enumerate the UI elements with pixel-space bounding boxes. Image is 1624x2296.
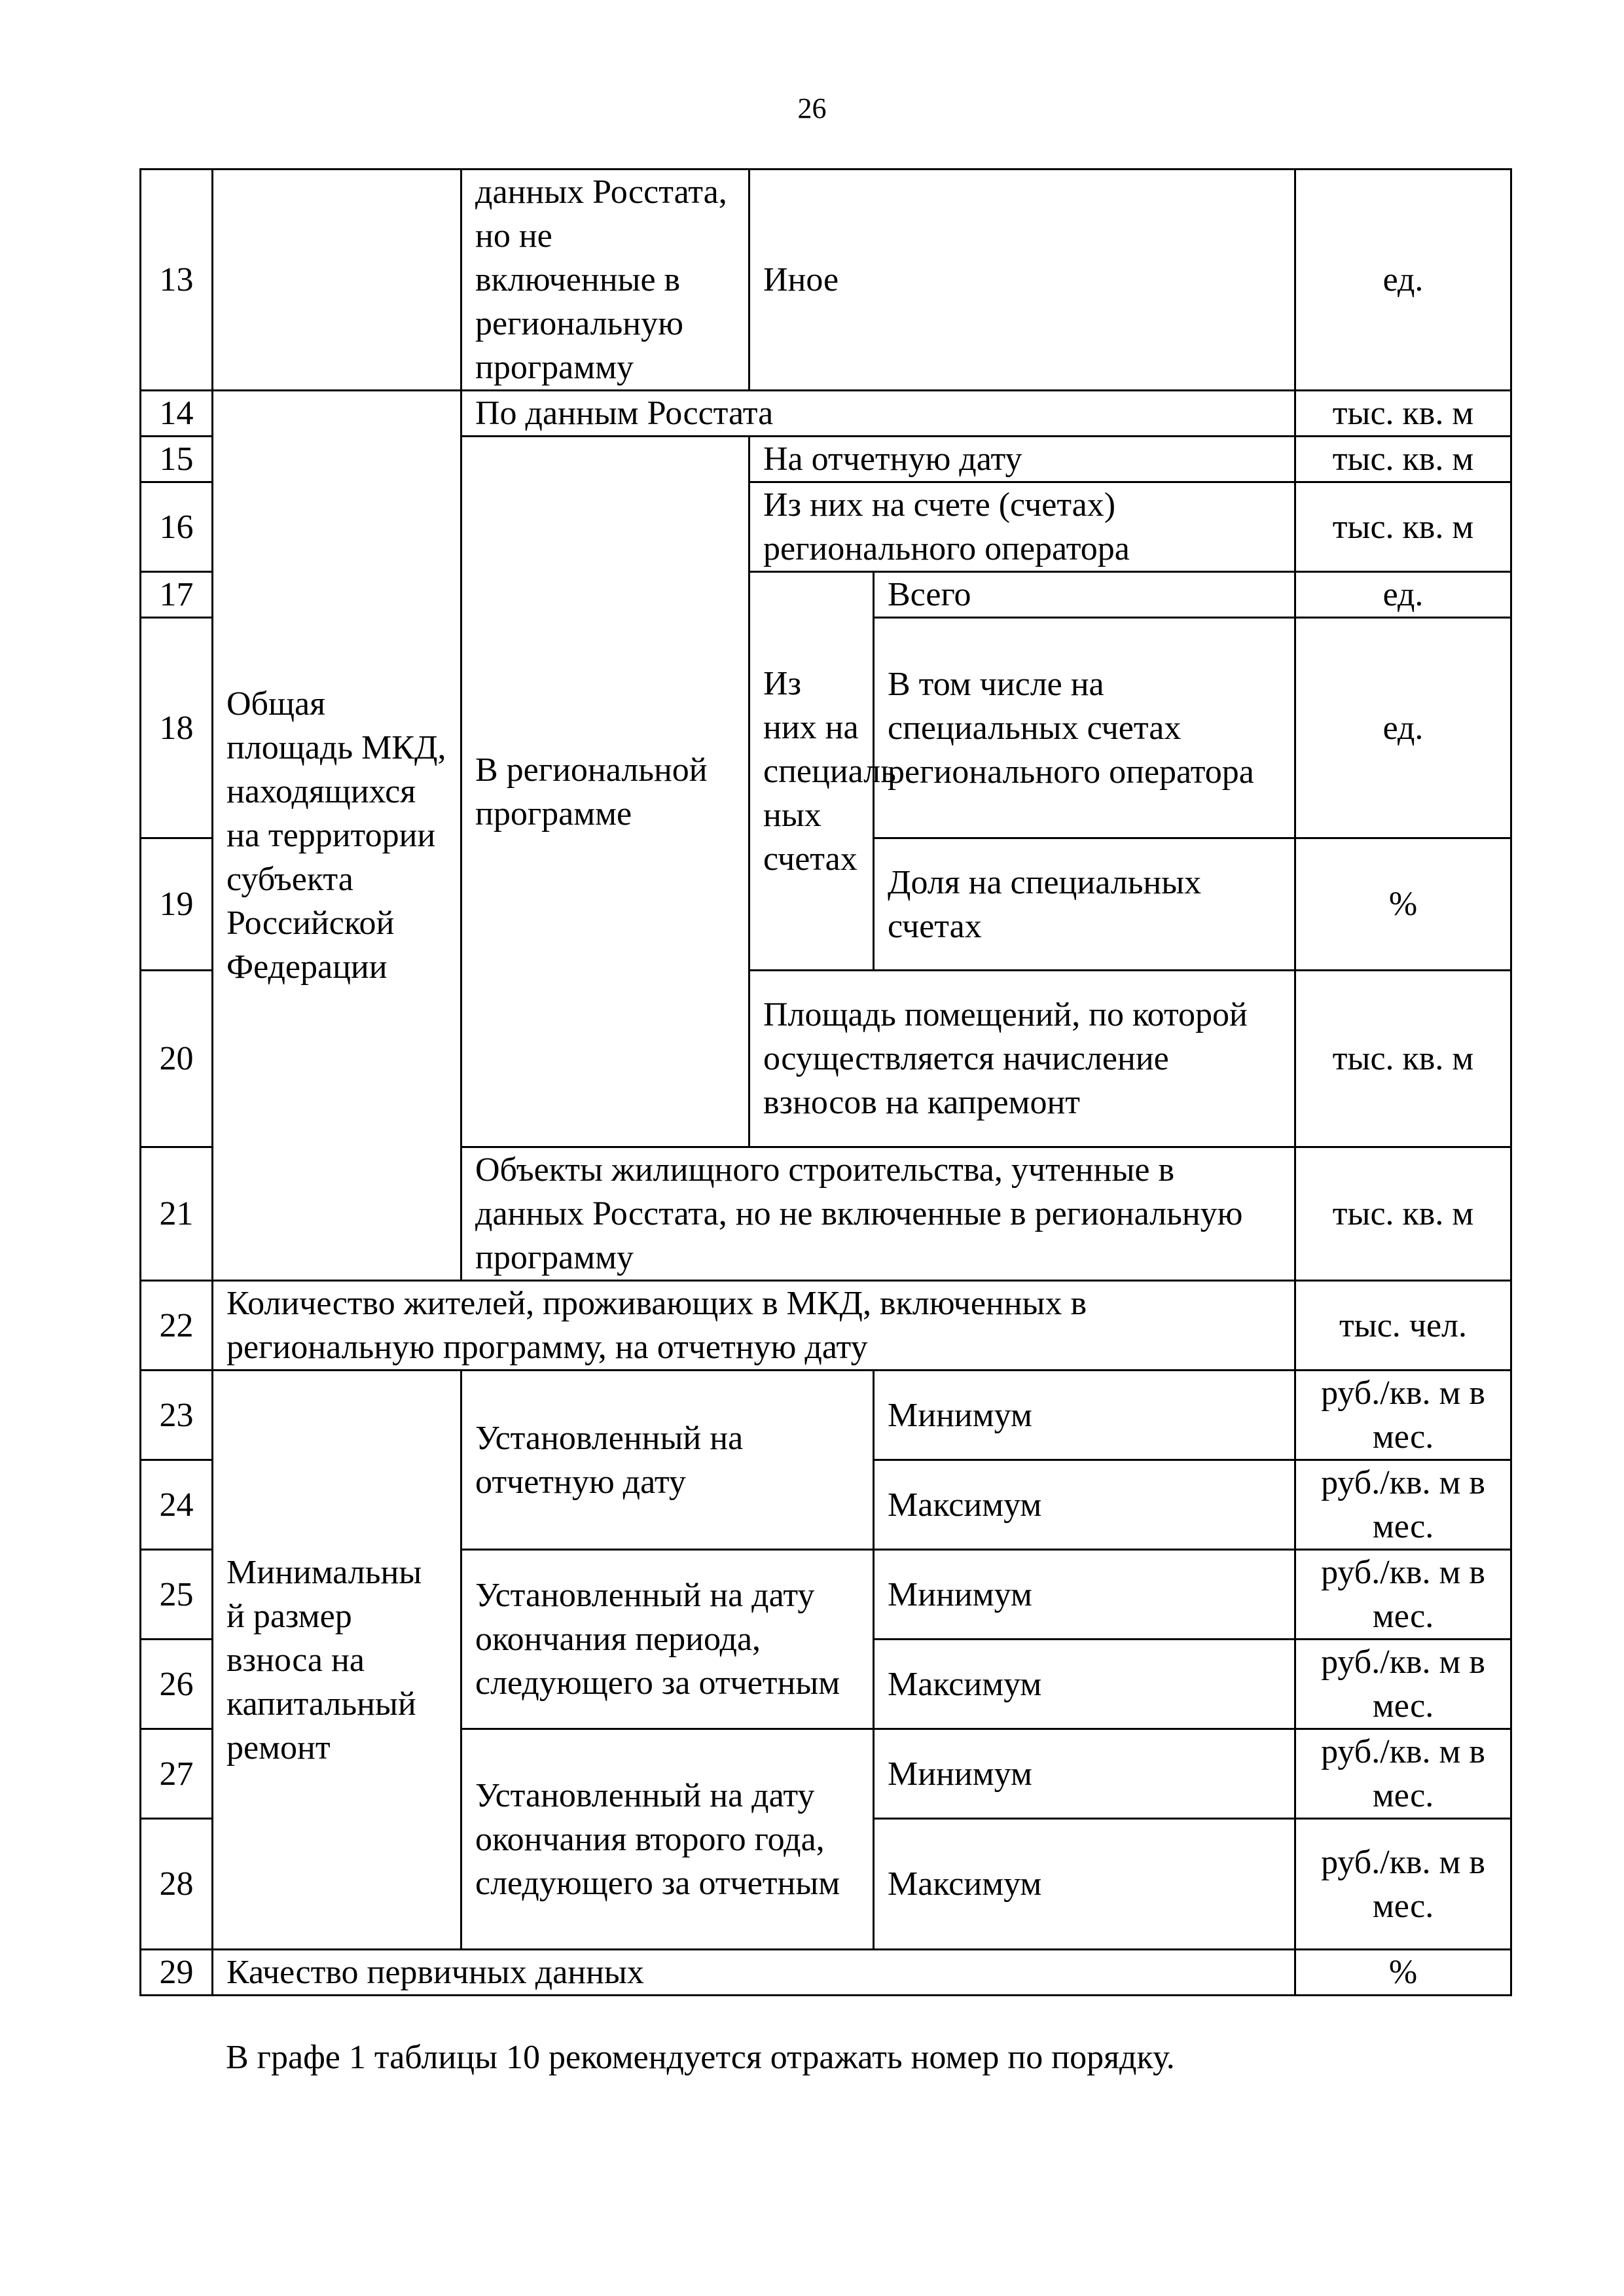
row-number: 16 (141, 482, 213, 572)
row-text: Количество жителей, проживающих в МКД, включенных в региональную программу, на отчетную дату (213, 1281, 1295, 1371)
row-text: Качество первичных данных (213, 1950, 1295, 1996)
row-text: данных Росстата, но не включенные в региональную программу (461, 170, 749, 391)
row-unit: тыс. кв. м (1295, 391, 1511, 437)
row-number: 15 (141, 437, 213, 482)
row-text: Максимум (874, 1819, 1295, 1950)
row-number: 24 (141, 1460, 213, 1550)
row-number: 26 (141, 1640, 213, 1729)
row-text: Площадь помещений, по которой осуществляется начисление взносов на капремонт (749, 971, 1295, 1147)
table-row (141, 1281, 1511, 1371)
row-text: Доля на специальных счетах (874, 838, 1295, 971)
table-row (141, 170, 1511, 391)
row-unit: руб./кв. м в мес. (1295, 1550, 1511, 1640)
group-total-area: Общая площадь МКД, находящихся на территории субъекта Российской Федерации (213, 391, 461, 1281)
row-text: Максимум (874, 1640, 1295, 1729)
row-number: 20 (141, 971, 213, 1147)
row-unit: % (1295, 838, 1511, 971)
row-number: 21 (141, 1147, 213, 1281)
group-in-regional-program: В региональной программе (461, 437, 749, 1147)
footnote: В графе 1 таблицы 10 рекомендуется отражать номер по порядку. (226, 2039, 1175, 2076)
row-number: 19 (141, 838, 213, 971)
row-unit: тыс. чел. (1295, 1281, 1511, 1371)
table-row (141, 1950, 1511, 1996)
indicators-table (139, 168, 1512, 1996)
row-text: На отчетную дату (749, 437, 1295, 482)
row-text: Всего (874, 572, 1295, 618)
row-unit: тыс. кв. м (1295, 437, 1511, 482)
row-text: Минимум (874, 1729, 1295, 1819)
row-number: 18 (141, 618, 213, 838)
row-text: Из них на счете (счетах) регионального оператора (749, 482, 1295, 572)
group-set-end-next-period: Установленный на дату окончания периода, следующего за отчетным (461, 1550, 874, 1729)
row-unit: тыс. кв. м (1295, 971, 1511, 1147)
row-unit: руб./кв. м в мес. (1295, 1460, 1511, 1550)
row-text: Объекты жилищного строительства, учтенные в данных Росстата, но не включенные в региональную программу (461, 1147, 1295, 1281)
row-text: По данным Росстата (461, 391, 1295, 437)
page-number: 26 (797, 92, 827, 124)
group-min-contribution: Минимальны й размер взноса на капитальный ремонт (213, 1371, 461, 1950)
row-number: 22 (141, 1281, 213, 1371)
row-number: 28 (141, 1819, 213, 1950)
group-set-reporting-date: Установленный на отчетную дату (461, 1371, 874, 1550)
row-subtext: Иное (749, 170, 1295, 391)
row-number: 14 (141, 391, 213, 437)
row-number: 29 (141, 1950, 213, 1996)
row-number: 17 (141, 572, 213, 618)
row-number: 27 (141, 1729, 213, 1819)
row-number: 25 (141, 1550, 213, 1640)
row-unit: ед. (1295, 170, 1511, 391)
row-text: Минимум (874, 1550, 1295, 1640)
row-number: 13 (141, 170, 213, 391)
row-unit: ед. (1295, 618, 1511, 838)
row-unit: руб./кв. м в мес. (1295, 1640, 1511, 1729)
row-unit: руб./кв. м в мес. (1295, 1371, 1511, 1460)
row-unit: ед. (1295, 572, 1511, 618)
empty-cell (213, 170, 461, 391)
table-row (141, 391, 1511, 437)
row-text: В том числе на специальных счетах регионального оператора (874, 618, 1295, 838)
row-text: Минимум (874, 1371, 1295, 1460)
group-set-end-second-year: Установленный на дату окончания второго года, следующего за отчетным (461, 1729, 874, 1950)
row-number: 23 (141, 1371, 213, 1460)
row-text: Максимум (874, 1460, 1295, 1550)
row-unit: тыс. кв. м (1295, 1147, 1511, 1281)
row-unit: руб./кв. м в мес. (1295, 1819, 1511, 1950)
row-unit: % (1295, 1950, 1511, 1996)
table-row (141, 1371, 1511, 1460)
row-unit: руб./кв. м в мес. (1295, 1729, 1511, 1819)
row-unit: тыс. кв. м (1295, 482, 1511, 572)
group-special-accounts: Из них на специаль ных счетах (749, 572, 874, 971)
